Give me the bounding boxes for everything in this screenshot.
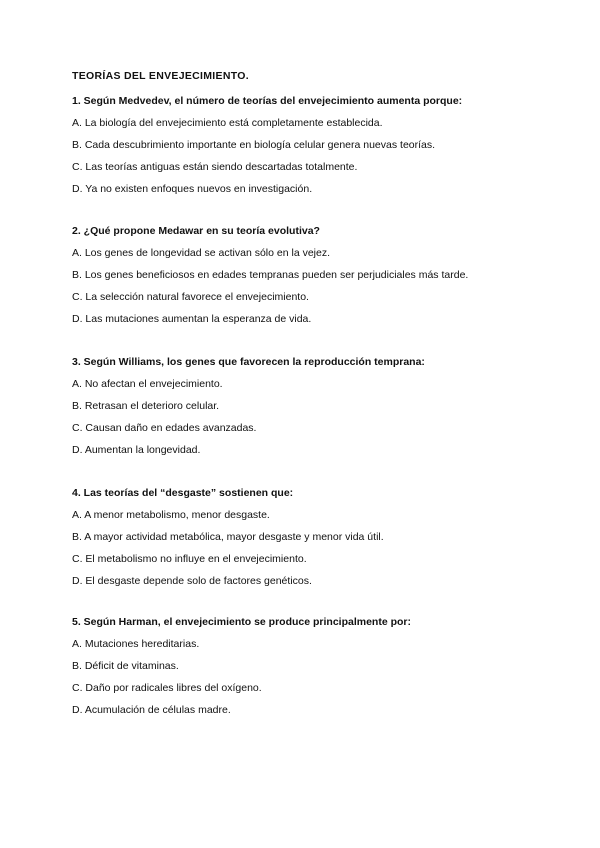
question-text: 5. Según Harman, el envejecimiento se produce principalmente por: — [72, 616, 412, 628]
question-text: 3. Según Williams, los genes que favorecen la reproducción temprana: — [72, 356, 425, 368]
question-1 — [72, 94, 542, 196]
question-5 — [72, 615, 542, 717]
answer-option: A. No afectan el envejecimiento. — [72, 378, 223, 390]
question-text: 4. Las teorías del “desgaste” sostienen que: — [72, 487, 294, 499]
answer-option: D. Las mutaciones aumentan la esperanza de vida. — [72, 313, 312, 325]
answer-option: A. Los genes de longevidad se activan sólo en la vejez. — [72, 247, 331, 259]
question-2 — [72, 224, 542, 326]
answer-option: B. Retrasan el deterioro celular. — [72, 400, 220, 412]
answer-option: A. Mutaciones hereditarias. — [72, 638, 200, 650]
answer-option: D. Ya no existen enfoques nuevos en investigación. — [72, 183, 313, 195]
answer-option: A. A menor metabolismo, menor desgaste. — [72, 509, 270, 521]
answer-option: B. A mayor actividad metabólica, mayor desgaste y menor vida útil. — [72, 531, 384, 543]
answer-option: D. El desgaste depende solo de factores genéticos. — [72, 575, 312, 587]
answer-option: D. Aumentan la longevidad. — [72, 444, 201, 456]
answer-option: C. Causan daño en edades avanzadas. — [72, 422, 257, 434]
answer-option: C. Daño por radicales libres del oxígeno. — [72, 682, 262, 694]
document-title: TEORÍAS DEL ENVEJECIMIENTO. — [72, 70, 249, 82]
question-3 — [72, 355, 542, 457]
answer-option: C. Las teorías antiguas están siendo descartadas totalmente. — [72, 161, 358, 173]
question-4 — [72, 486, 542, 588]
answer-option: B. Cada descubrimiento importante en biología celular genera nuevas teorías. — [72, 139, 436, 151]
question-text: 1. Según Medvedev, el número de teorías del envejecimiento aumenta porque: — [72, 95, 463, 107]
answer-option: B. Los genes beneficiosos en edades tempranas pueden ser perjudiciales más tarde. — [72, 269, 469, 281]
answer-option: C. La selección natural favorece el envejecimiento. — [72, 291, 309, 303]
answer-option: D. Acumulación de células madre. — [72, 704, 231, 716]
answer-option: C. El metabolismo no influye en el envejecimiento. — [72, 553, 307, 565]
answer-option: A. La biología del envejecimiento está completamente establecida. — [72, 117, 383, 129]
answer-option: B. Déficit de vitaminas. — [72, 660, 179, 672]
question-text: 2. ¿Qué propone Medawar en su teoría evolutiva? — [72, 225, 320, 237]
